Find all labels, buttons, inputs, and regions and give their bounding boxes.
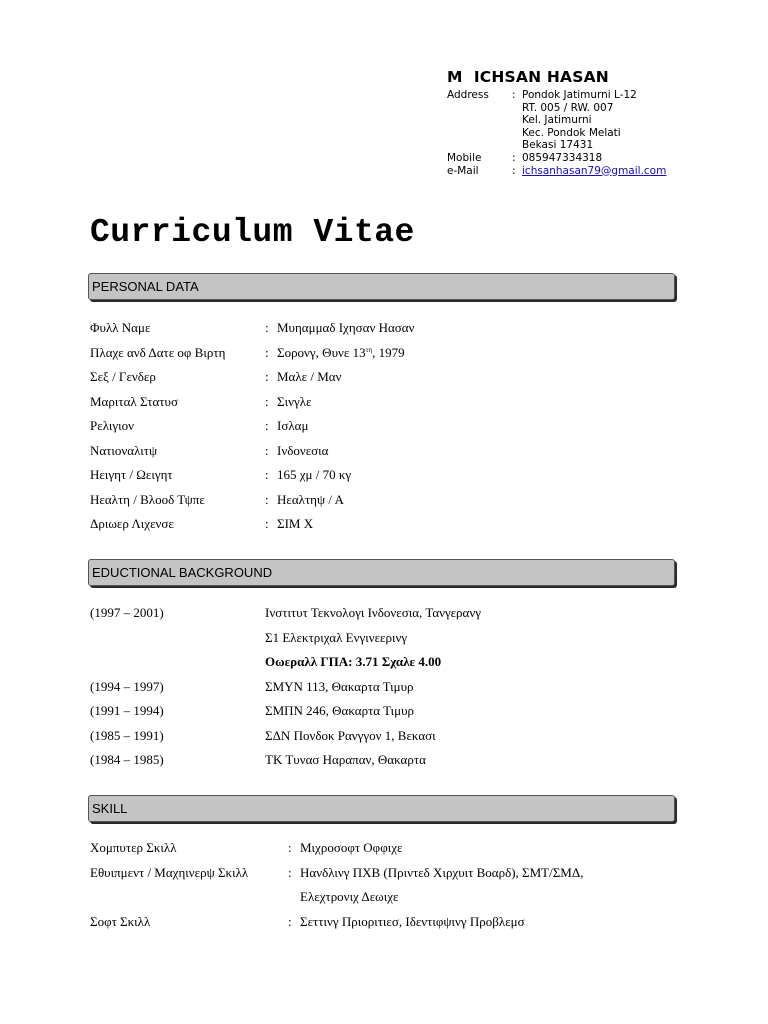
personal-label: Ηειγητ / Ωειγητ (90, 467, 173, 482)
education-detail: ΣΜΠΝ 246, Θακαρτα Τιμυρ (265, 703, 415, 718)
colon: : (265, 516, 269, 531)
address-line-1: Pondok Jatimurni L-12 (522, 89, 637, 101)
personal-value: Ινδονεσια (277, 442, 329, 458)
skill-label: Χομπυτερ Σκιλλ (90, 840, 177, 855)
mobile-label: Mobile (447, 151, 482, 164)
contact-block (447, 68, 747, 177)
colon: : (288, 864, 292, 880)
address-separator: : (512, 89, 516, 101)
personal-label: Σεξ / Γενδερ (90, 369, 156, 384)
personal-value (277, 341, 405, 366)
colon: : (265, 442, 269, 458)
personal-value: Σινγλε (277, 393, 312, 409)
education-detail: ΣΜΥΝ 113, Θακαρτα Τιμυρ (265, 678, 414, 694)
email-label: e-Mail (447, 164, 479, 177)
section-heading-skill: SKILL (88, 795, 675, 822)
mobile-row (447, 152, 747, 165)
skill-value: Σεττινγ Πριοριτιεσ, Ιδεντιφψινγ Προβλεμσ (300, 913, 525, 929)
colon: : (288, 913, 292, 929)
personal-value: Μαλε / Μαν (277, 369, 342, 384)
applicant-name: M ICHSAN HASAN (447, 68, 609, 86)
document-title: Curriculum Vitae (90, 214, 415, 251)
education-detail: Σ1 Ελεκτριχαλ Ενγινεερινγ (265, 629, 408, 645)
skill-value: Μιχροσοφτ Οφφιχε (300, 840, 403, 855)
address-line-4: Kec. Pondok Melati (522, 126, 621, 139)
personal-label: Πλαχε ανδ Δατε οφ Βιρτη (90, 344, 226, 360)
email-row (447, 165, 747, 178)
personal-value: Ισλαμ (277, 418, 309, 433)
colon: : (265, 418, 269, 433)
personal-label: Νατιοναλιτψ (90, 442, 158, 458)
colon: : (265, 369, 269, 384)
education-period: (1984 – 1985) (90, 752, 164, 767)
personal-label: Δριωερ Λιχενσε (90, 516, 174, 531)
email-link[interactable]: ichsanhasan79@gmail.com (522, 164, 667, 177)
address-row (447, 89, 747, 102)
personal-label: Ηεαλτη / Βλοοδ Τψπε (90, 491, 205, 507)
education-detail: ΤΚ Τυνασ Ηαραπαν, Θακαρτα (265, 752, 426, 767)
colon: : (265, 320, 269, 335)
education-detail: Ινστιτυτ Τεκνολογι Ινδονεσια, Τανγερανγ (265, 605, 481, 620)
mobile-number: 085947334318 (522, 151, 603, 164)
address-line-5: Bekasi 17431 (522, 139, 594, 152)
colon: : (265, 393, 269, 409)
skill-label: Σοφτ Σκιλλ (90, 913, 151, 929)
address-line-3: Kel. Jatimurni (522, 114, 592, 127)
mobile-separator: : (512, 151, 516, 164)
personal-value: 165 χμ / 70 κγ (277, 467, 352, 482)
personal-label: Ρελιγιον (90, 418, 134, 433)
personal-value: Ηεαλτηψ / Α (277, 491, 344, 507)
email-separator: : (512, 164, 516, 177)
colon: : (265, 344, 269, 360)
colon: : (265, 491, 269, 507)
skill-value-continuation: Ελεχτρονιχ Δεωιχε (300, 889, 399, 904)
personal-label: Φυλλ Ναμε (90, 320, 151, 335)
personal-value: ΣΙΜ Χ (277, 516, 314, 531)
education-period: (1994 – 1997) (90, 678, 164, 694)
personal-label: Μαριταλ Στατυσ (90, 393, 178, 409)
education-detail: ΣΔΝ Πονδοκ Ρανγγον 1, Βεκασι (265, 727, 436, 743)
education-period: (1997 – 2001) (90, 605, 164, 620)
address-label: Address (447, 89, 489, 101)
ordinal-suffix: τη (365, 345, 373, 354)
section-heading-personal-data: PERSONAL DATA (88, 273, 675, 300)
skill-value: Ηανδλινγ ΠΧΒ (Πριντεδ Χιρχυιτ Βοαρδ), ΣΜΤ/ΣΜΔ, (300, 864, 584, 880)
education-period: (1985 – 1991) (90, 727, 164, 743)
section-heading-education: EDUCTIONAL BACKGROUND (88, 559, 675, 586)
colon: : (265, 467, 269, 482)
address-line-2: RT. 005 / RW. 007 (522, 101, 614, 114)
birth-year-text: , 1979 (372, 344, 405, 360)
skill-label: Εθυιπμεντ / Μαχηινερψ Σκιλλ (90, 864, 249, 880)
personal-value: Μυηαμμαδ Ιχησαν Ηασαν (277, 320, 415, 335)
colon: : (288, 840, 292, 855)
education-gpa: Οωεραλλ ΓΠΑ: 3.71 Σχαλε 4.00 (265, 654, 442, 669)
education-period: (1991 – 1994) (90, 703, 164, 718)
birth-date-text: Σορονγ, Θυνε 13 (277, 344, 366, 360)
